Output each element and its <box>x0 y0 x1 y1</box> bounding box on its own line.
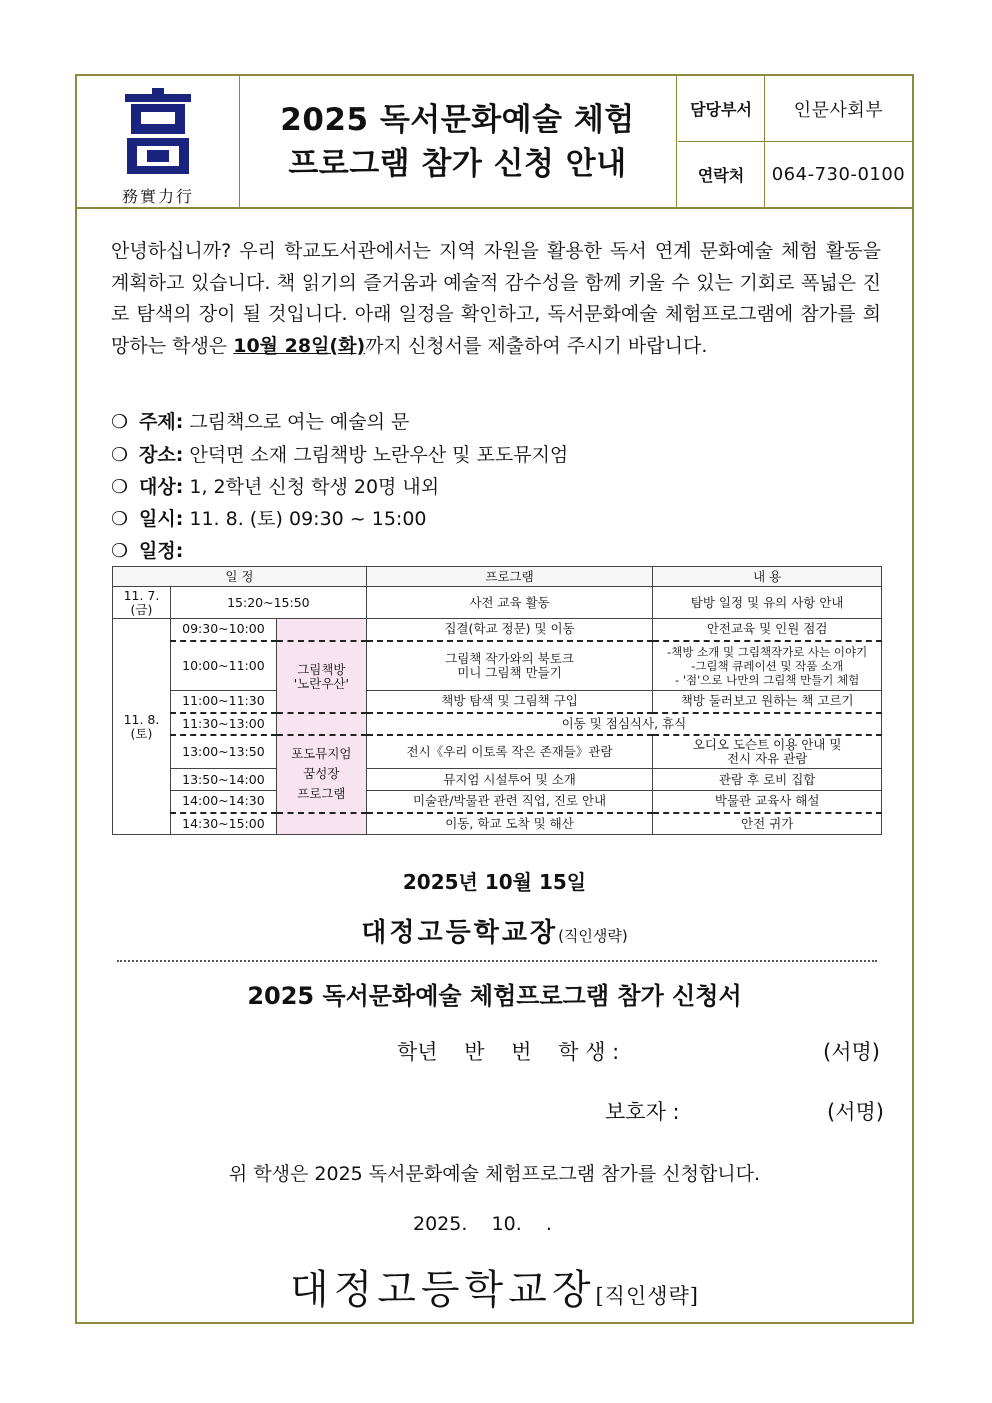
contact-value: 064-730-0100 <box>771 164 906 185</box>
title-block <box>239 76 677 207</box>
page-title-line1: 2025 독서문화예술 체험 <box>280 101 635 138</box>
header-content: 내 용 <box>653 567 882 587</box>
dept-value: 인문사회부 <box>793 99 884 121</box>
notice-date: 2025년 10월 15일 <box>402 870 587 894</box>
document-frame <box>75 74 914 1324</box>
intro-text-end: 까지 신청서를 제출하여 주시기 바랍니다. <box>365 334 708 357</box>
school-logo <box>77 76 240 207</box>
table-row: 14:00~14:30 미술관/박물관 관련 직업, 진로 안내 박물관 교육사 해설 <box>113 791 882 813</box>
guardian-sign: (서명) <box>827 1100 884 1124</box>
table-row: 14:30~15:00 이동, 학교 도착 및 해산 안전 귀가 <box>113 813 882 835</box>
form-date: 2025. 10. . <box>413 1213 552 1235</box>
guardian-line: 보호자 : <box>605 1100 680 1124</box>
table-row: 11. 8. (토) 09:30~10:00 집결(학교 정문) 및 이동 안전교육 및 인원 점검 <box>113 619 882 641</box>
school-motto: 務實力行 <box>121 187 194 206</box>
table-header <box>113 567 882 587</box>
table-row: 11:30~13:00 이동 및 점심식사, 휴식 <box>113 713 882 735</box>
dept-label: 담당부서 <box>678 76 765 141</box>
page-title-line2: 프로그램 참가 신청 안내 <box>288 145 627 182</box>
schedule-table <box>112 566 882 835</box>
intro-text: 안녕하십니까? 우리 학교도서관에서는 지역 자원을 활용한 독서 연계 문화예술 체험 활동을 계획하고 있습니다. 책 읽기의 즐거움과 예술적 감수성을 함께 키울 수 있는 기회로 폭넓은 진로 탐색의 장이 될 것입니다. 아래 일정을 확인하고, 독서문화예술 체험프로그램에 참가를 희망하는 학생은 <box>111 240 881 357</box>
bullet-datetime: ❍ 일시: 11. 8. (토) 09:30 ~ 15:00 <box>111 508 427 530</box>
table-row: 13:50~14:00 뮤지엄 시설투어 및 소개 관람 후 로비 집합 <box>113 769 882 791</box>
bullet-schedule: ❍ 일정: <box>111 540 184 562</box>
form-statement: 위 학생은 2025 독서문화예술 체험프로그램 참가를 신청합니다. <box>228 1163 761 1185</box>
table-row: 10:00~11:00 그림책방 '노란우산' 그림책 작가와의 북토크 미니 그림책 만들기 -책방 소개 및 그림책작가로 사는 이야기 -그림책 큐레이션 및 작품 소개 - '점'으로 나만의 그림책 만들기 체험 <box>113 641 882 691</box>
contact-label: 연락처 <box>678 142 765 207</box>
student-sign: (서명) <box>823 1040 880 1064</box>
header-program: 프로그램 <box>366 567 653 587</box>
table-row: 13:00~13:50 포도뮤지엄 꿈성장 프로그램 전시《우리 이토록 작은 존재들》관람 오디오 도슨트 이용 안내 및 전시 자유 관람 <box>113 735 882 769</box>
form-title: 2025 독서문화예술 체험프로그램 참가 신청서 <box>247 982 742 1010</box>
group-bookstore: 그림책방 '노란우산' <box>276 641 366 713</box>
header <box>77 76 912 209</box>
table-row: 11. 7. (금) 15:20~15:50 사전 교육 활동 탐방 일정 및 유의 사항 안내 <box>113 587 882 619</box>
cut-line <box>117 960 877 962</box>
school-emblem-icon <box>117 86 199 178</box>
form-principal: 대정고등학교장[직인생략] <box>289 1267 699 1313</box>
bullet-place: ❍ 장소: 안덕면 소재 그림책방 노란우산 및 포도뮤지엄 <box>111 444 569 466</box>
notice-principal: 대정고등학교장(직인생략) <box>361 918 628 948</box>
bullet-target: ❍ 대상: 1, 2학년 신청 학생 20명 내외 <box>111 476 440 498</box>
deadline: 10월 28일(화) <box>233 334 366 357</box>
header-schedule: 일 정 <box>113 567 367 587</box>
student-line: 학년 반 번 학 생 : <box>397 1040 620 1064</box>
intro-paragraph <box>111 236 881 362</box>
group-museum: 포도뮤지엄 꿈성장 프로그램 <box>276 735 366 813</box>
table-row: 11:00~11:30 책방 탐색 및 그림책 구입 책방 둘러보고 원하는 책 고르기 <box>113 691 882 713</box>
bullet-topic: ❍ 주제: 그림책으로 여는 예술의 문 <box>111 411 410 433</box>
